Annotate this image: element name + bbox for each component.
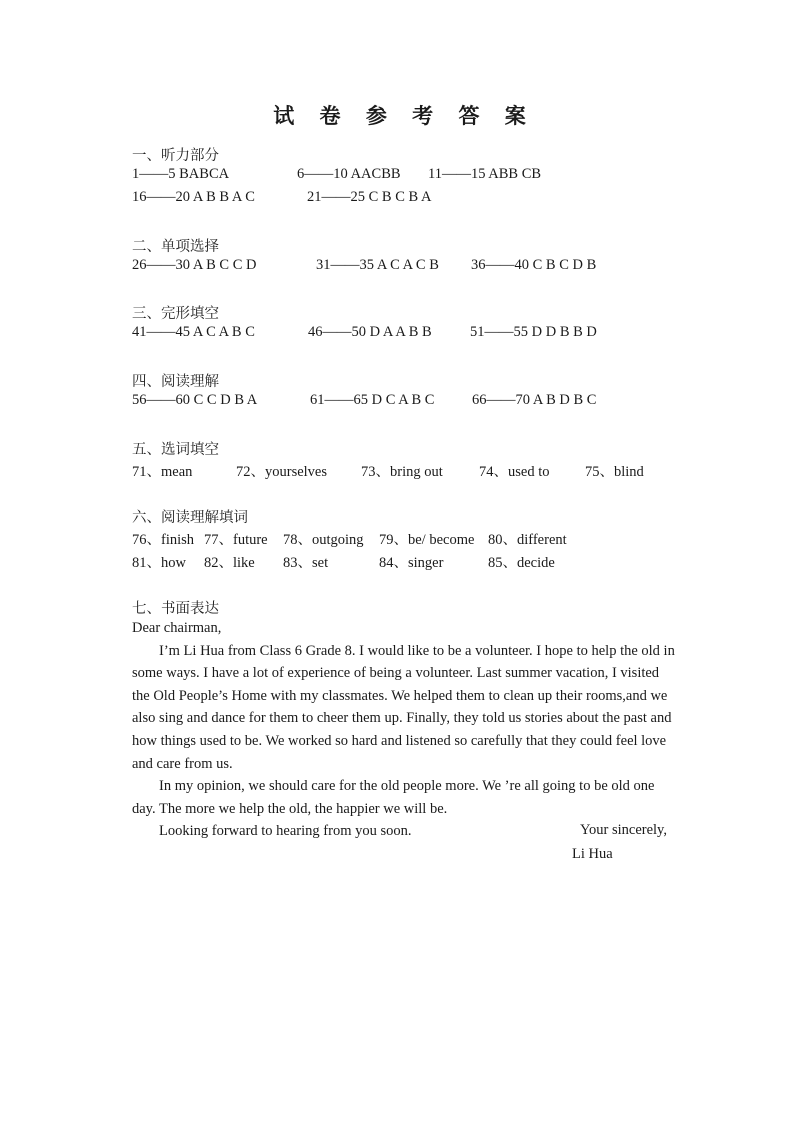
answer-row: [0, 166, 800, 184]
answer-item: 79、be/ become: [379, 532, 475, 548]
section-heading-single-choice: 二、单项选择: [132, 239, 219, 255]
section-heading-listening: 一、听力部分: [132, 148, 219, 164]
answer-group: 41——45 A C A B C: [132, 324, 255, 340]
letter-closing: Your sincerely,: [580, 822, 667, 838]
answer-item: 77、future: [204, 532, 268, 548]
answer-item: 76、finish: [132, 532, 195, 548]
answer-group: 36——40 C B C D B: [471, 257, 597, 273]
answer-row: [0, 528, 800, 546]
answer-row: [0, 460, 800, 478]
answer-item: 80、different: [488, 532, 567, 548]
answer-group: 46——50 D A A B B: [308, 324, 432, 340]
answer-row: [0, 392, 800, 410]
answer-group: 1——5 BABCA: [132, 166, 230, 182]
answer-group: 61——65 D C A B C: [310, 392, 435, 408]
letter-paragraph: Looking forward to hearing from you soon.: [159, 823, 412, 840]
answer-group: 21——25 C B C B A: [307, 189, 432, 205]
answer-group: 66——70 A B D B C: [472, 392, 597, 408]
letter-signature: Li Hua: [572, 846, 613, 862]
answer-group: 26——30 A B C C D: [132, 257, 257, 273]
letter-paragraph: In my opinion, we should care for the old people more. We ’re all going to be old one day. The more we help the old, the happier we will be.: [132, 778, 655, 817]
composition-letter: [132, 617, 677, 843]
answer-group: 6——10 AACBB: [297, 166, 401, 182]
answer-item: 74、used to: [479, 464, 550, 480]
answer-item: 73、bring out: [361, 464, 443, 480]
answer-row: [0, 324, 800, 342]
answer-item: 75、blind: [585, 464, 644, 480]
answer-item: 85、decide: [488, 555, 555, 571]
answer-group: 11——15 ABB CB: [428, 166, 542, 182]
answer-item: 82、like: [204, 555, 255, 571]
answer-group: 31——35 A C A C B: [316, 257, 439, 273]
section-heading-reading: 四、阅读理解: [132, 374, 219, 390]
section-heading-reading-fill: 六、阅读理解填词: [132, 510, 248, 526]
answer-item: 81、how: [132, 555, 186, 571]
answer-row: [0, 257, 800, 275]
answer-item: 84、singer: [379, 555, 444, 571]
answer-group: 56——60 C C D B A: [132, 392, 258, 408]
answer-item: 78、outgoing: [283, 532, 364, 548]
section-heading-word-fill: 五、选词填空: [132, 442, 219, 458]
answer-item: 71、mean: [132, 464, 193, 480]
answer-item: 83、set: [283, 555, 329, 571]
section-heading-writing: 七、书面表达: [132, 601, 219, 617]
letter-salutation: Dear chairman,: [132, 620, 222, 636]
answer-row: [0, 551, 800, 569]
answer-row: [0, 189, 800, 207]
letter-paragraph: I’m Li Hua from Class 6 Grade 8. I would like to be a volunteer. I hope to help the old in some ways. I have a lot of experience of being a volunteer. Last summer vacation, I visited the Old People’s Home with my classmates. We helped them to clean up their rooms,and we also sing and dance for them to cheer them up. Finally, they told us stories about the past and how things used to be. We worked so hard and listened so carefully that they could feel love and care from us.: [132, 642, 675, 772]
page-title: 试 卷 参 考 答 案: [273, 103, 535, 128]
answer-item: 72、yourselves: [236, 464, 328, 480]
section-heading-cloze: 三、完形填空: [132, 306, 219, 322]
answer-group: 51——55 D D B B D: [470, 324, 597, 340]
answer-group: 16——20 A B B A C: [132, 189, 255, 205]
